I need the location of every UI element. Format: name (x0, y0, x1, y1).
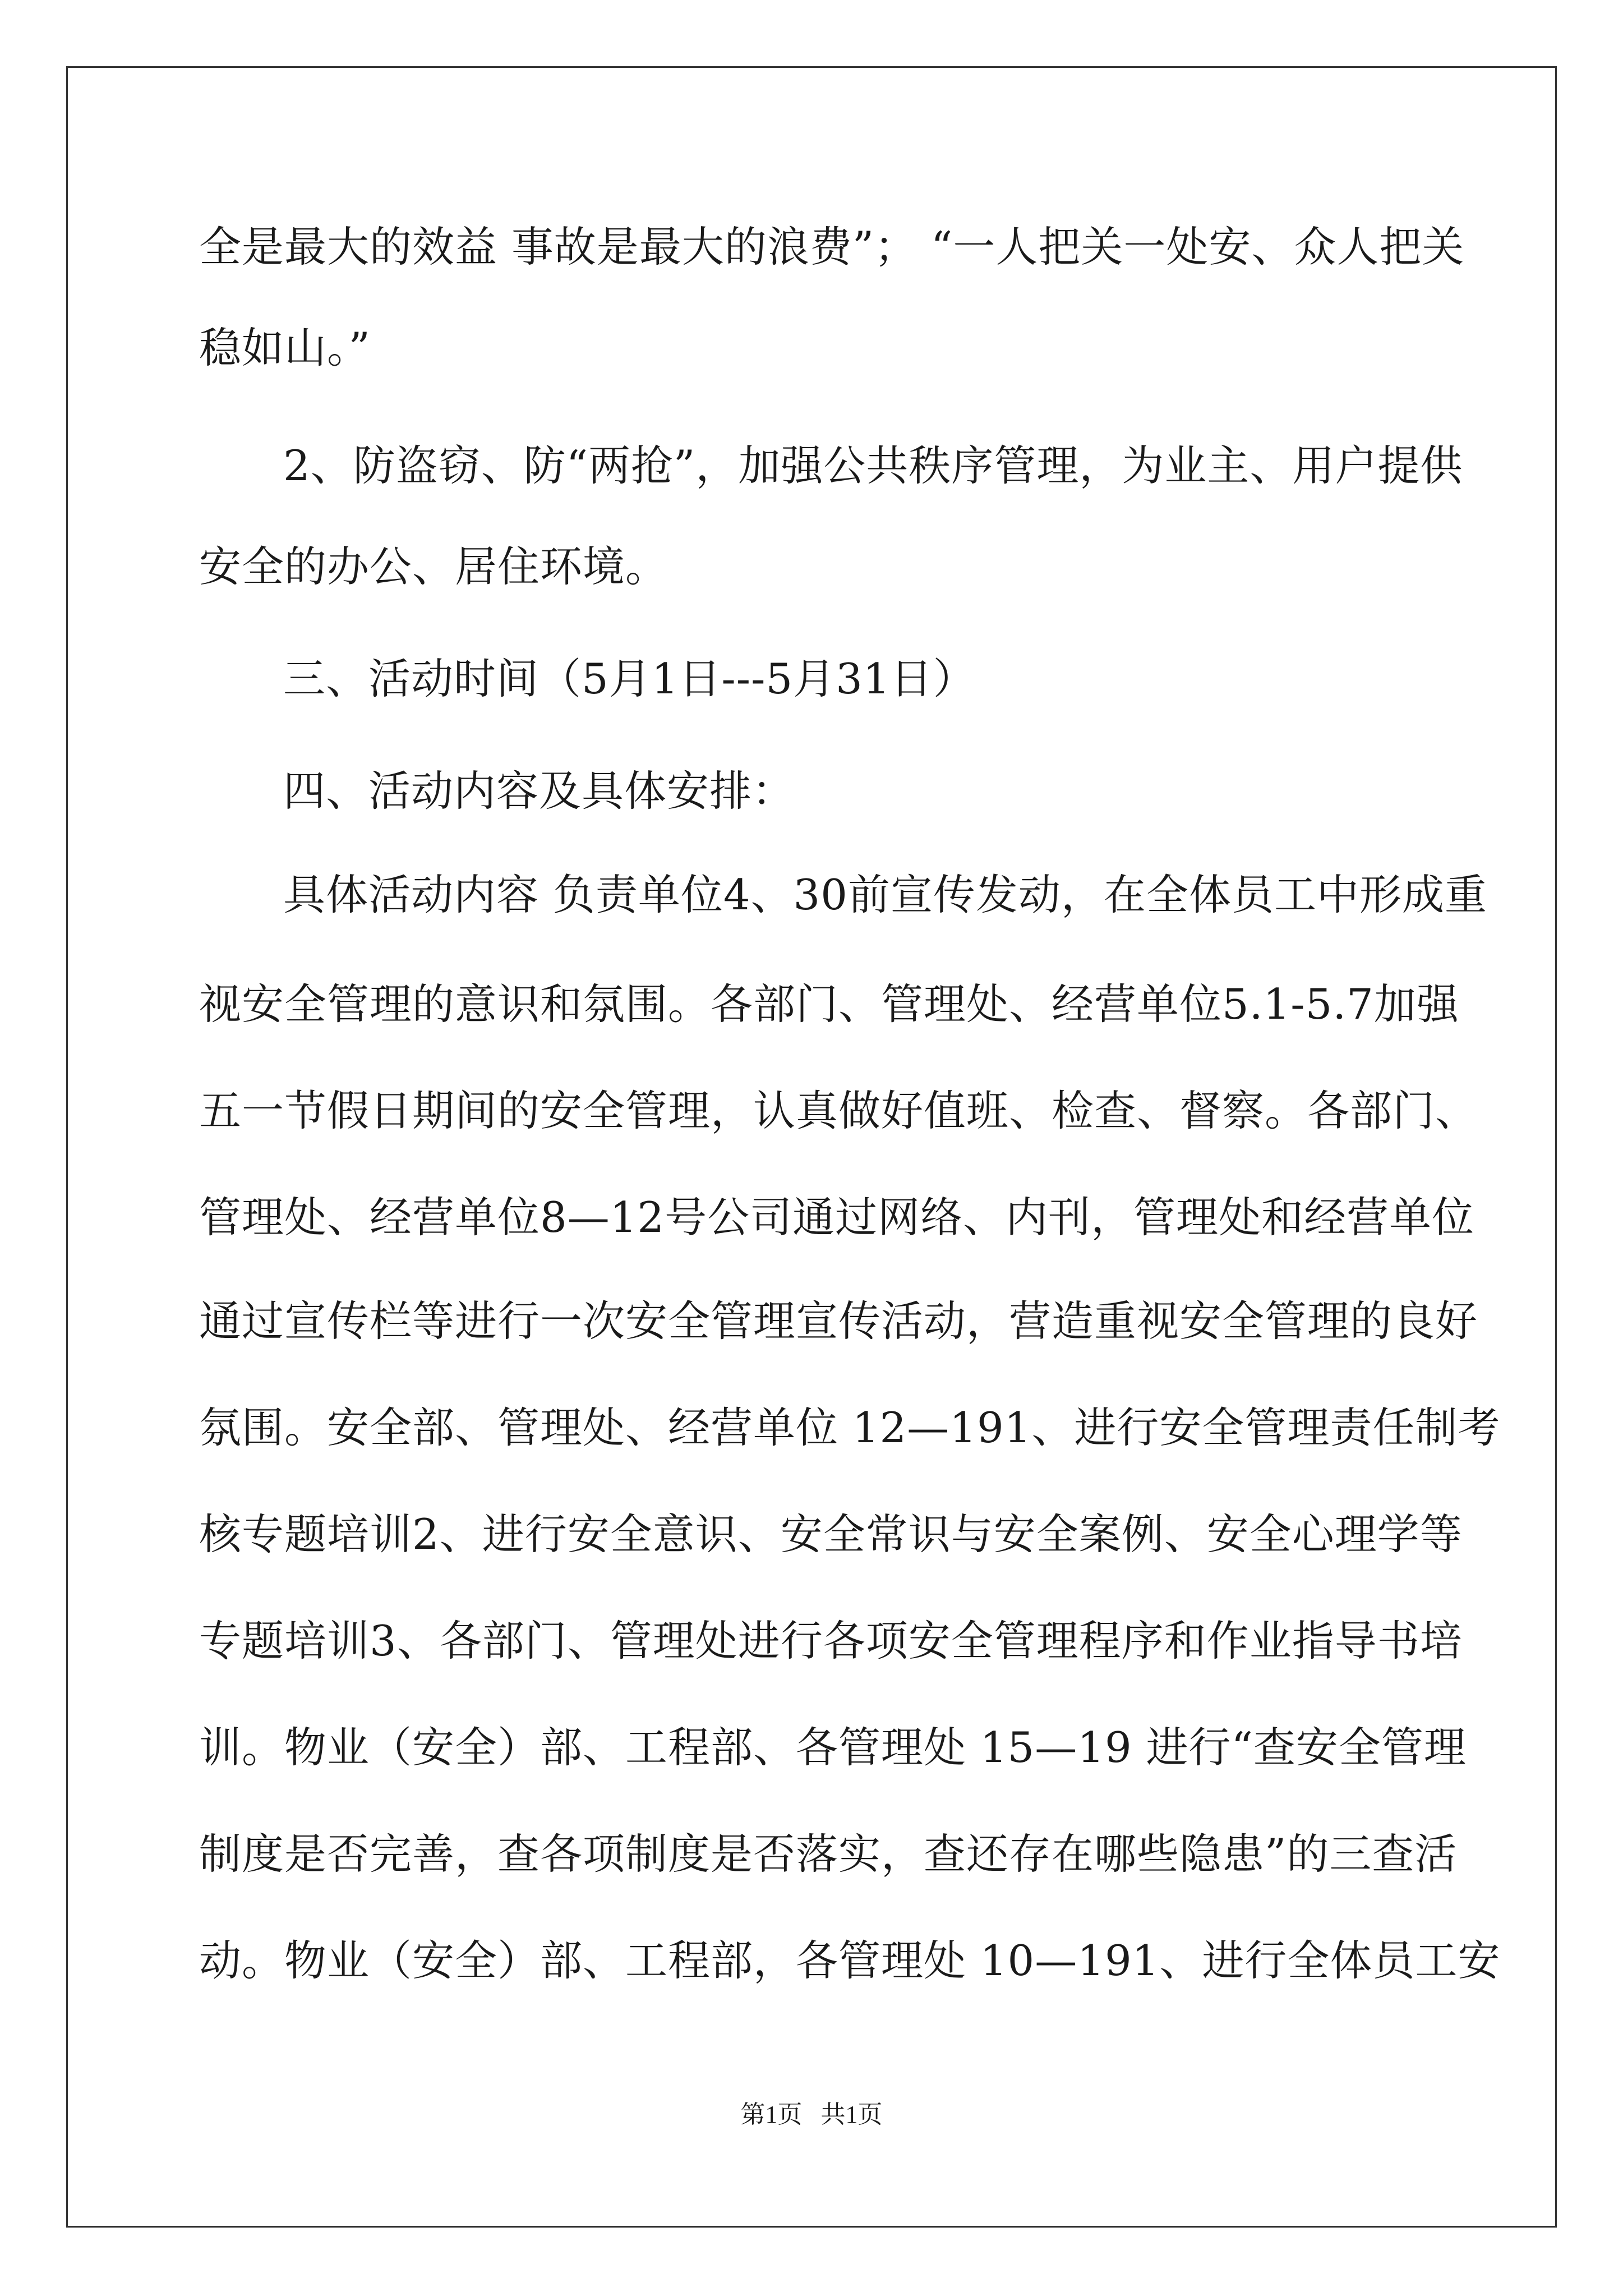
paragraph-line-4: 安全的办公、居住环境。 (199, 542, 668, 591)
paragraph-line-8: 视安全管理的意识和氛围。各部门、管理处、经营单位5.1-5.7加强 (199, 979, 1459, 1029)
paragraph-line-15: 训。物业（安全）部、工程部、各管理处 15—19 进行“查安全管理 (199, 1723, 1467, 1772)
page-number-footer: 第1页 共1页 (740, 2101, 883, 2128)
section-heading-content: 四、活动内容及具体安排： (283, 766, 795, 816)
section-heading-time: 三、活动时间（5月1日---5月31日） (283, 654, 976, 703)
paragraph-line-10: 管理处、经营单位8—12号公司通过网络、内刊，管理处和经营单位 (199, 1193, 1475, 1242)
paragraph-line-14: 专题培训3、各部门、管理处进行各项安全管理程序和作业指导书培 (199, 1616, 1463, 1665)
paragraph-line-7: 具体活动内容 负责单位4、30前宣传发动，在全体员工中形成重 (283, 870, 1487, 919)
paragraph-line-9: 五一节假日期间的安全管理，认真做好值班、检查、督察。各部门、 (199, 1086, 1478, 1135)
page-border (66, 66, 1557, 2228)
paragraph-line-11: 通过宣传栏等进行一次安全管理宣传活动，营造重视安全管理的良好 (199, 1296, 1478, 1346)
paragraph-line-16: 制度是否完善，查各项制度是否落实，查还存在哪些隐患”的三查活 (199, 1829, 1458, 1879)
paragraph-line-13: 核专题培训2、进行安全意识、安全常识与安全案例、安全心理学等 (199, 1510, 1463, 1559)
paragraph-line-3: 2、防盗窃、防“两抢”，加强公共秩序管理，为业主、用户提供 (283, 441, 1463, 490)
paragraph-line-2: 稳如山。” (199, 323, 371, 372)
paragraph-line-12: 氛围。安全部、管理处、经营单位 12—191、进行安全管理责任制考 (199, 1403, 1501, 1452)
paragraph-line-1: 全是最大的效益 事故是最大的浪费”； “一人把关一处安、众人把关 (199, 222, 1465, 272)
paragraph-line-17: 动。物业（安全）部、工程部，各管理处 10—191、进行全体员工安 (199, 1936, 1501, 1985)
